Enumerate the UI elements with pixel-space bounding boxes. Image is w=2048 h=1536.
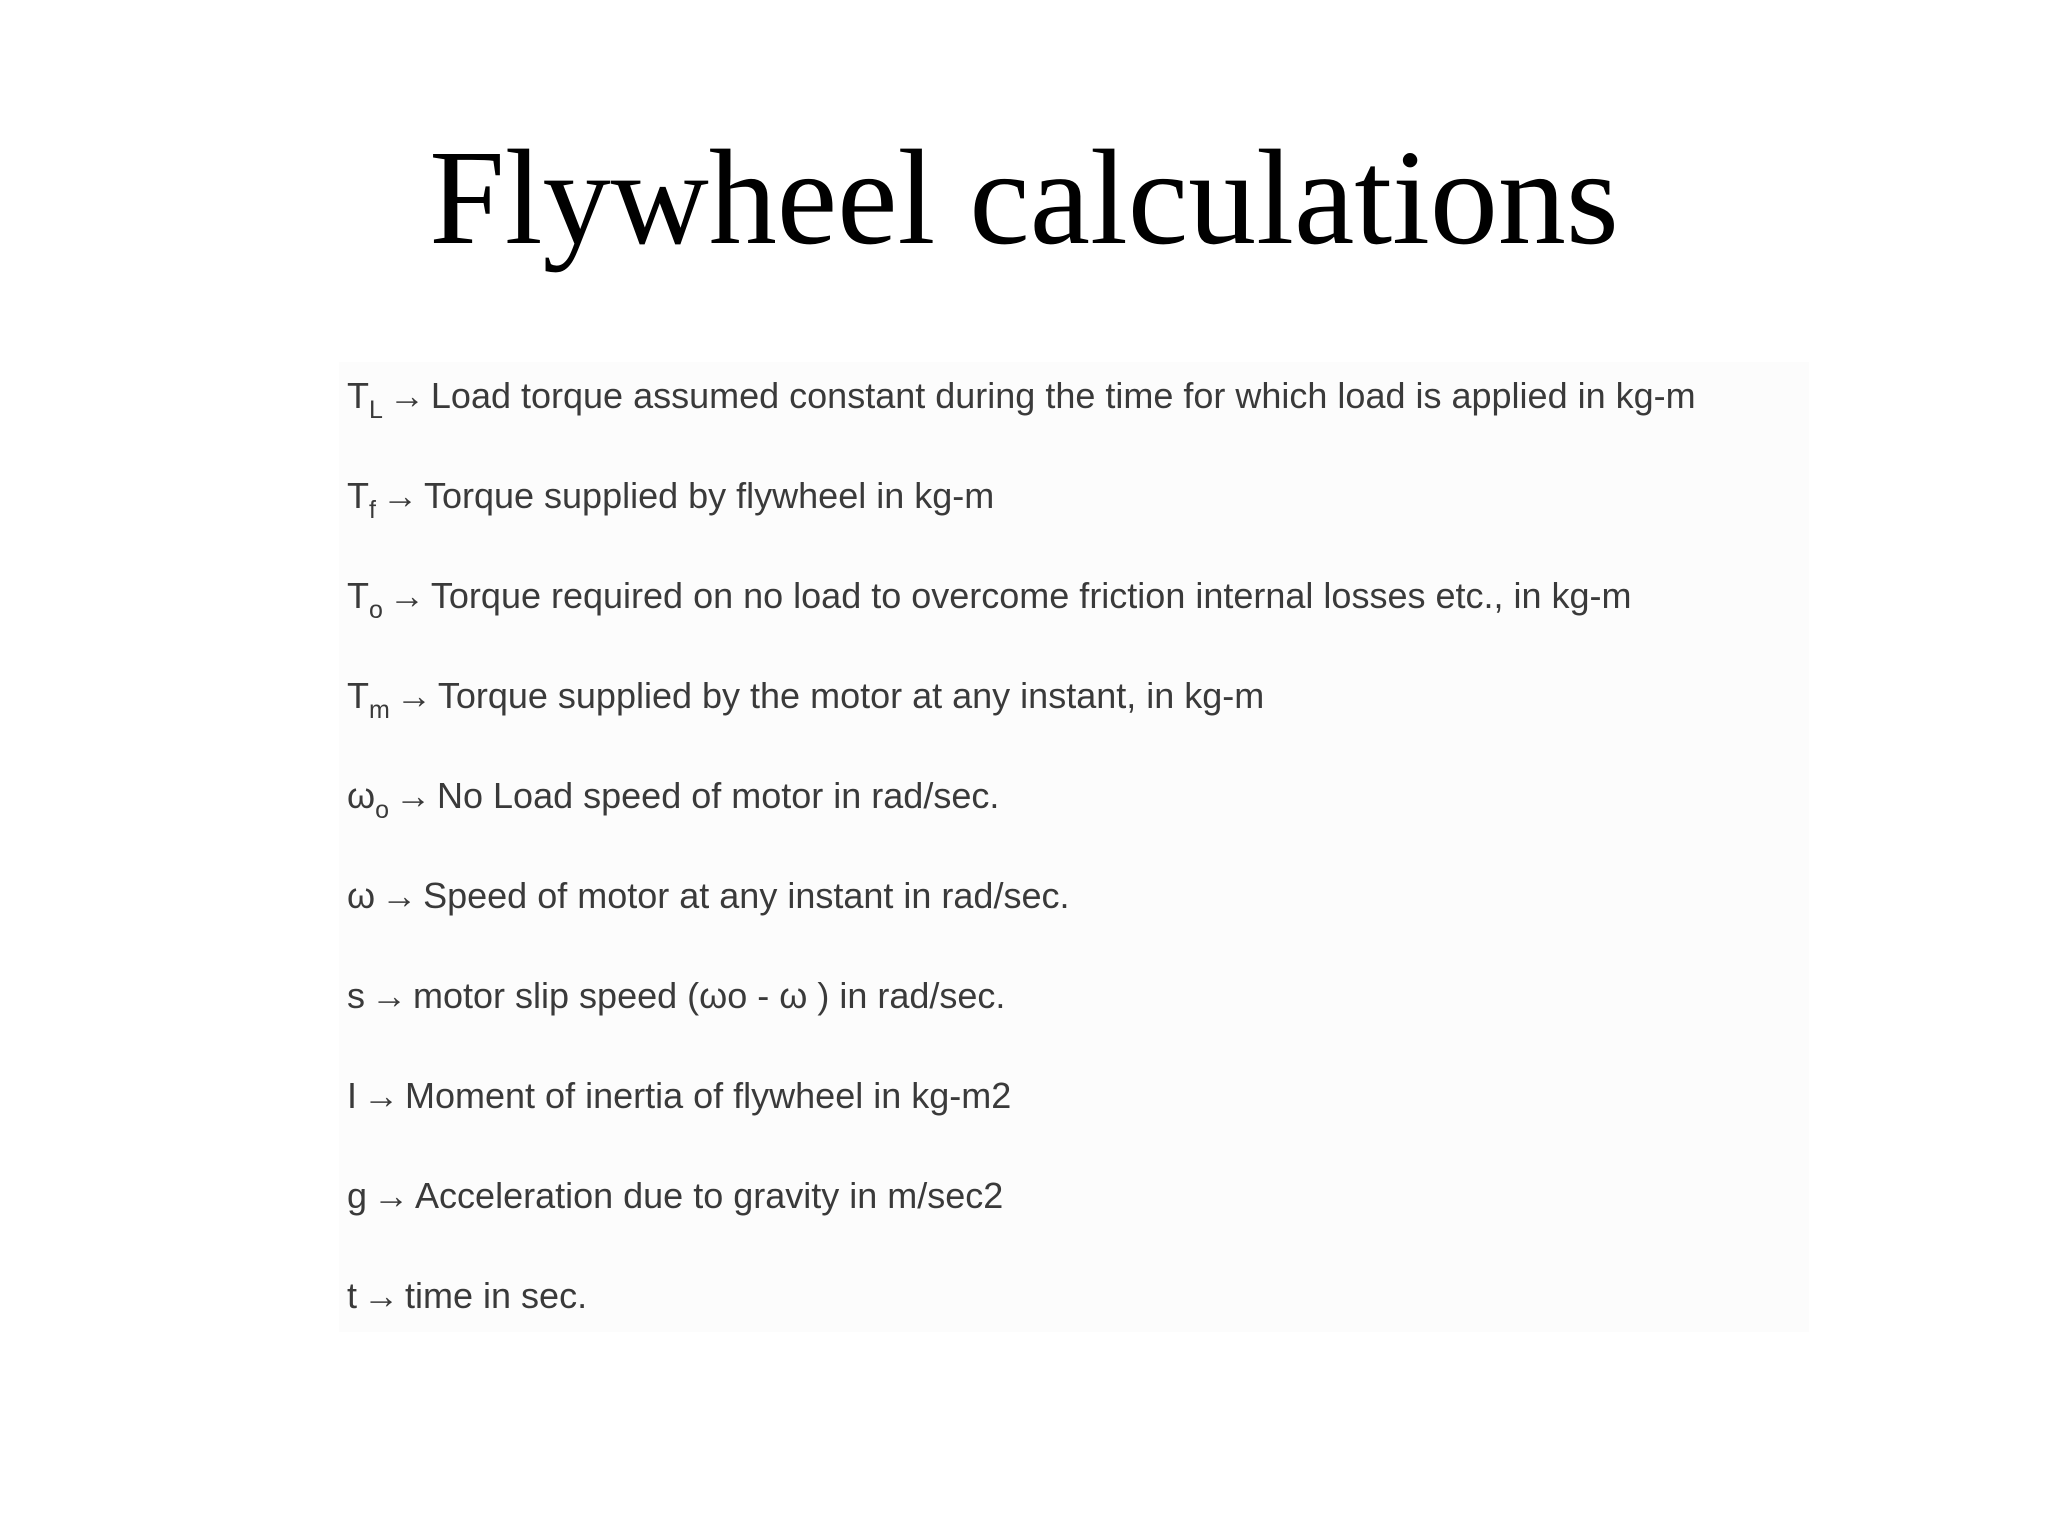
definition-symbol: s: [347, 975, 365, 1016]
definition-text: Torque supplied by the motor at any instant, in kg-m: [437, 675, 1265, 716]
arrow-icon: →: [363, 1075, 400, 1116]
definition-symbol: T: [347, 575, 369, 616]
definition-text: time in sec.: [405, 1275, 588, 1316]
definition-symbol: T: [347, 375, 369, 416]
arrow-icon: →: [395, 775, 432, 816]
definition-subscript: o: [375, 796, 390, 824]
arrow-icon: →: [388, 575, 425, 616]
definition-text: No Load speed of motor in rad/sec.: [437, 775, 1000, 816]
slide-title: Flywheel calculations: [429, 123, 1619, 273]
definition-time: [347, 1274, 587, 1318]
arrow-icon: →: [395, 675, 432, 716]
definition-slip-speed: [347, 974, 1005, 1018]
arrow-icon: →: [363, 1275, 400, 1316]
definition-text: Moment of inertia of flywheel in kg-m2: [405, 1075, 1012, 1116]
definition-load-torque: [347, 374, 1696, 424]
definition-symbol: ω: [347, 775, 376, 816]
definition-motor-speed: [347, 874, 1069, 918]
definition-symbol: g: [347, 1175, 368, 1216]
definition-text: Load torque assumed constant during the time for which load is applied in kg-m: [430, 375, 1696, 416]
definition-symbol: I: [347, 1075, 358, 1116]
definition-text: Speed of motor at any instant in rad/sec.: [423, 875, 1070, 916]
definition-no-load-speed: [347, 774, 1000, 824]
definition-no-load-torque: [347, 574, 1632, 624]
definition-symbol: t: [347, 1275, 358, 1316]
definition-text: Torque required on no load to overcome friction internal losses etc., in kg-m: [430, 575, 1632, 616]
definition-motor-torque: [347, 674, 1265, 724]
definition-text: motor slip speed (ωo - ω ) in rad/sec.: [413, 975, 1006, 1016]
definition-subscript: m: [369, 696, 390, 724]
definition-symbol: T: [347, 675, 369, 716]
definition-subscript: f: [369, 496, 376, 524]
definition-moment-of-inertia: [347, 1074, 1011, 1118]
definition-symbol: T: [347, 475, 369, 516]
arrow-icon: →: [388, 375, 425, 416]
definitions-panel: [339, 362, 1809, 1332]
arrow-icon: →: [371, 975, 407, 1016]
arrow-icon: →: [373, 1175, 410, 1216]
definition-text: Acceleration due to gravity in m/sec2: [415, 1175, 1004, 1216]
definition-symbol: ω: [347, 875, 376, 916]
definition-gravity: [347, 1174, 1003, 1218]
definition-subscript: L: [369, 396, 383, 424]
arrow-icon: →: [381, 875, 418, 916]
definition-flywheel-torque: [347, 474, 995, 524]
definition-subscript: o: [369, 596, 383, 624]
definition-text: Torque supplied by flywheel in kg-m: [423, 475, 995, 516]
arrow-icon: →: [381, 475, 418, 516]
